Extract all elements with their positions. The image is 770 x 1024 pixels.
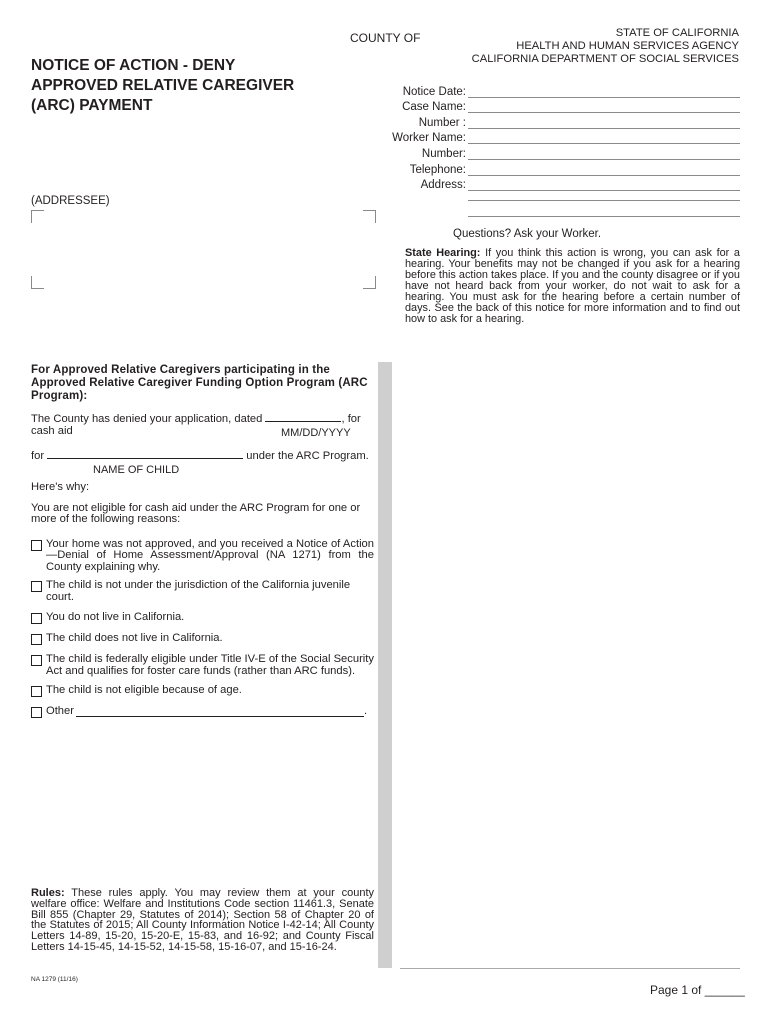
- title-line: (ARC) PAYMENT: [31, 97, 153, 114]
- field-worker-number: [370, 144, 740, 160]
- department-line: CALIFORNIA DEPARTMENT OF SOCIAL SERVICES: [471, 53, 739, 65]
- divider-line: [400, 968, 740, 969]
- reason-other: [31, 706, 374, 718]
- field-case-number: [370, 113, 740, 129]
- reason-item: [31, 685, 374, 697]
- addressee-label: (ADDRESSEE): [31, 195, 110, 207]
- date-blank[interactable]: [265, 411, 341, 422]
- arc-program-text: under the ARC Program.: [246, 449, 369, 462]
- reason-text: You do not live in California.: [46, 611, 185, 623]
- cash-aid-text: cash aid: [31, 424, 73, 437]
- other-reason-blank[interactable]: [76, 706, 364, 717]
- reason-item: [31, 612, 374, 624]
- reason-item: [31, 580, 374, 603]
- arc-program-section: [31, 364, 374, 718]
- field-worker-name: [370, 129, 740, 145]
- address-line-3[interactable]: [468, 216, 740, 217]
- other-label: Other: [46, 705, 74, 717]
- address-window-corner: [363, 210, 376, 223]
- child-name-caption: NAME OF CHILD: [93, 464, 180, 476]
- not-eligible-text: You are not eligible for cash aid under the ARC Program for one or more of the following reasons:: [31, 501, 361, 525]
- field-label: Telephone:: [409, 163, 466, 176]
- rules-body: These rules apply. You may review them at your county welfare office: Welfare and Institutions Code section 11461.3, Senate Bill 855 (Chapter 29, Statutes of 2014); Section 58 of Chapter 20 of the Statutes of 2015; All County Information Notice I-42-14; All County Letters 14-89, 15-20, 15-20-E, 15-83, and 16-92; and County Fiscal Letters 14-15-45, 14-15-52, 14-15-58, 15-16-07, and 15-16-24.: [31, 887, 375, 953]
- field-label: Worker Name:: [392, 132, 466, 145]
- state-hearing-text: [405, 248, 740, 325]
- child-name-blank[interactable]: [47, 448, 243, 459]
- reason-checkbox[interactable]: [31, 613, 42, 624]
- state-line: STATE OF CALIFORNIA: [615, 27, 739, 39]
- rules-text: [31, 888, 374, 953]
- state-hearing-body: If you think this action is wrong, you can ask for a hearing. Your benefits may not be changed if you ask for a hearing before this action takes place. If you and the county disagree or if you have not heard back from your worker, do not wait to ask for a hearing. You must ask for the hearing before a certain number of days. See the back of this notice for more information and to find out how to ask for a hearing.: [405, 247, 740, 325]
- reason-checkbox[interactable]: [31, 540, 42, 551]
- reason-item: [31, 654, 374, 677]
- address-window-corner: [31, 210, 44, 223]
- reason-item: [31, 539, 374, 574]
- notice-title: [31, 56, 331, 116]
- field-line[interactable]: [468, 133, 740, 144]
- field-line[interactable]: [468, 165, 740, 176]
- field-label: Notice Date:: [402, 85, 466, 98]
- reason-text: The child is not under the jurisdiction of the California juvenile court.: [46, 579, 351, 603]
- heres-why-text: Here's why:: [31, 481, 90, 493]
- denied-statement: [31, 411, 374, 426]
- county-label: COUNTY OF: [350, 31, 421, 45]
- reason-checkbox[interactable]: [31, 655, 42, 666]
- field-label: Case Name:: [402, 101, 466, 114]
- field-address: [370, 176, 740, 192]
- reason-checkbox[interactable]: [31, 707, 42, 718]
- field-line[interactable]: [468, 180, 740, 191]
- field-case-name: [370, 98, 740, 114]
- field-label: Address:: [420, 179, 466, 192]
- reason-text: Your home was not approved, and you received a Notice of Action—Denial of Home Assessment/Approval (NA 1271) from the County explaining why.: [46, 537, 374, 573]
- date-format-caption: MM/DD/YYYY: [281, 426, 351, 439]
- title-line: APPROVED RELATIVE CAREGIVER: [31, 77, 295, 94]
- state-agency-header: [409, 27, 739, 66]
- page-number: Page 1 of ______: [650, 983, 745, 997]
- for-label: for: [31, 449, 45, 462]
- agency-line: HEALTH AND HUMAN SERVICES AGENCY: [516, 40, 739, 52]
- state-hearing-label: State Hearing:: [405, 247, 481, 259]
- shaded-divider-bar: [378, 362, 392, 968]
- reason-checkbox[interactable]: [31, 581, 42, 592]
- address-window-corner: [363, 276, 376, 289]
- field-telephone: [370, 160, 740, 176]
- reason-text: The child does not live in California.: [46, 632, 223, 644]
- field-line[interactable]: [468, 118, 740, 129]
- rules-label: Rules:: [31, 887, 65, 899]
- reason-text: The child is not eligible because of age.: [46, 684, 242, 696]
- field-line[interactable]: [468, 87, 740, 98]
- title-line: NOTICE OF ACTION - DENY: [31, 57, 236, 74]
- child-row: [31, 448, 374, 463]
- section-heading: For Approved Relative Caregivers participating in the Approved Relative Caregiver Funding Option Program (ARC Program):: [31, 364, 368, 402]
- address-window-corner: [31, 276, 44, 289]
- reason-item: [31, 633, 374, 645]
- for-word: , for: [341, 413, 361, 425]
- reason-text: The child is federally eligible under Title IV-E of the Social Security Act and qualifies for foster care funds (rather than ARC funds).: [46, 653, 374, 677]
- field-label: Number :: [418, 116, 466, 129]
- other-period: .: [363, 705, 368, 717]
- field-notice-date: [370, 82, 740, 98]
- denied-text: The County has denied your application, dated: [31, 413, 263, 425]
- field-label: Number:: [421, 147, 466, 160]
- form-number: NA 1279 (11/16): [31, 976, 78, 983]
- cash-aid-row: [31, 426, 374, 438]
- reason-checkbox[interactable]: [31, 686, 42, 697]
- field-line[interactable]: [468, 149, 740, 160]
- notice-info-fields: [370, 82, 740, 191]
- reason-checkbox[interactable]: [31, 634, 42, 645]
- field-line[interactable]: [468, 102, 740, 113]
- address-line-2[interactable]: [468, 200, 740, 201]
- questions-text: Questions? Ask your Worker.: [453, 228, 602, 240]
